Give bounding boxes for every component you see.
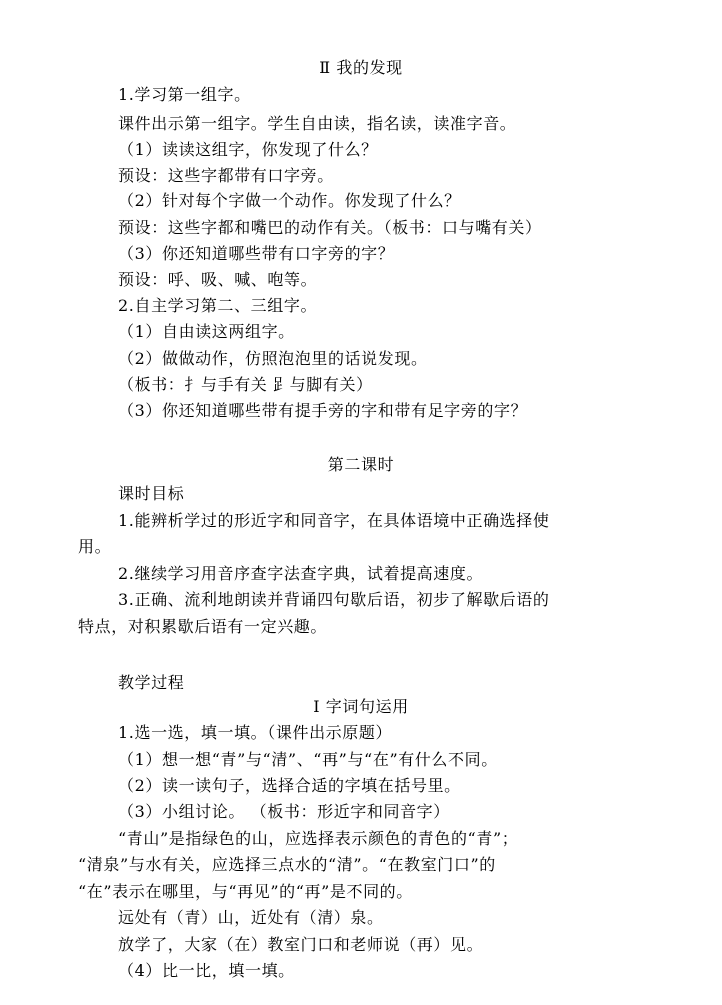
text-line: “清泉”与水有关，应选择三点水的“清”。“在教室门口”的 [78,855,496,874]
text-line: 2.自主学习第二、三组字。 [118,296,318,315]
text-line: 用。 [78,537,112,556]
text-line: 预设：这些字都带有口字旁。 [118,166,334,185]
text-line: （板书：扌与手有关 𧾷与脚有关） [118,375,373,394]
text-line: （3）你还知道哪些带有提手旁的字和带有足字旁的字？ [118,401,528,420]
text-line: 远处有（青）山，近处有（清）泉。 [118,908,384,927]
text-line: （3）你还知道哪些带有口字旁的字？ [118,244,395,263]
text-line: 预设：这些字都和嘴巴的动作有关。（板书：口与嘴有关） [118,218,542,237]
text-line: 1.学习第一组字。 [118,85,251,104]
text-line: （1）想一想“青”与“清”、“再”与“在”有什么不同。 [118,750,498,769]
text-line: （2）做做动作，仿照泡泡里的话说发现。 [118,349,428,368]
text-line: （4）比一比，填一填。 [118,961,295,980]
text-line: （1）自由读这两组字。 [118,322,295,341]
text-line: 预设：呼、吸、喊、咆等。 [118,270,318,289]
section-title-word-usage: Ⅰ 字词句运用 [313,697,409,716]
text-line: 1.选一选，填一填。（课件出示原题） [118,723,393,742]
text-line: （1）读读这组字，你发现了什么？ [118,140,378,159]
goals-heading: 课时目标 [118,484,185,503]
text-line: （2）针对每个字做一个动作。你发现了什么？ [118,191,461,210]
text-line: 放学了，大家（在）教室门口和老师说（再）见。 [118,935,484,954]
text-line: （3）小组讨论。 （板书：形近字和同音字） [118,802,450,821]
text-line: “在”表示在哪里，与“再见”的“再”是不同的。 [78,882,413,901]
text-line: 1.能辨析学过的形近字和同音字，在具体语境中正确选择使 [118,511,550,530]
process-heading: 教学过程 [118,673,185,692]
text-line: 课件出示第一组字。学生自由读，指名读，读准字音。 [118,114,517,133]
section-title-lesson-two: 第二课时 [327,455,395,474]
section-title-discovery: Ⅱ 我的发现 [319,58,403,77]
text-line: 特点，对积累歇后语有一定兴趣。 [78,617,328,636]
text-line: 3.正确、流利地朗读并背诵四句歇后语，初步了解歇后语的 [118,590,550,609]
text-line: 2.继续学习用音序查字法查字典，试着提高速度。 [118,564,484,583]
text-line: “青山”是指绿色的山，应选择表示颜色的青色的“青”； [118,829,519,848]
text-line: （2）读一读句子，选择合适的字填在括号里。 [118,776,461,795]
